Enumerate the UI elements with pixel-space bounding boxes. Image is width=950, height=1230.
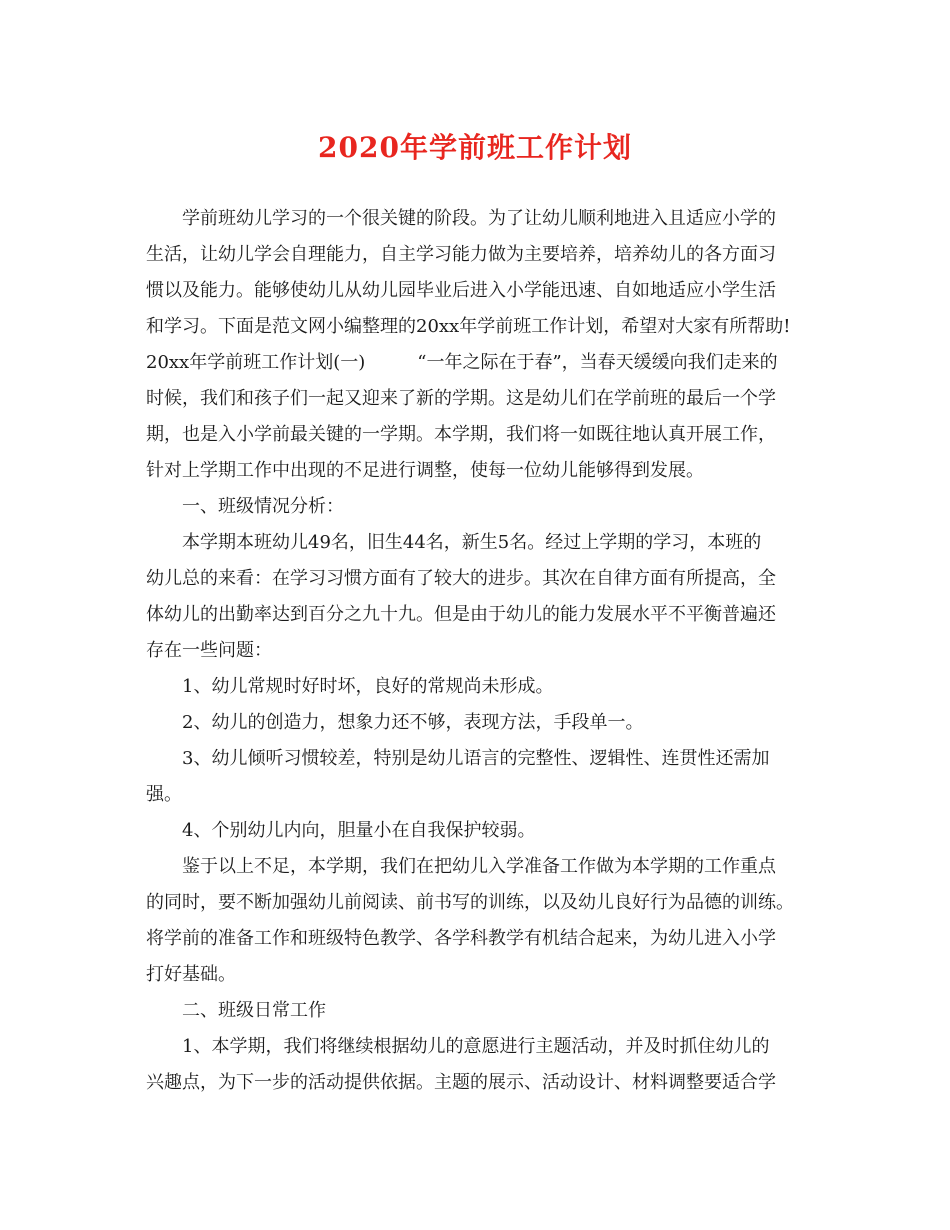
- list-item: 3、幼儿倾听习惯较差，特别是幼儿语言的完整性、逻辑性、连贯性还需加: [182, 748, 770, 769]
- body-line: 本学期本班幼儿49名，旧生44名，新生5名。经过上学期的学习，本班的: [182, 532, 762, 553]
- section-heading: 二、班级日常工作: [182, 1000, 326, 1021]
- subheading-text: 20xx年学前班工作计划(一): [146, 352, 366, 373]
- section-heading: 一、班级情况分析：: [182, 496, 344, 517]
- list-item: 2、幼儿的创造力，想象力还不够，表现方法，手段单一。: [182, 712, 644, 733]
- body-line: 体幼儿的出勤率达到百分之九十九。但是由于幼儿的能力发展水平不平衡普遍还: [146, 604, 776, 625]
- body-line: 将学前的准备工作和班级特色教学、各学科教学有机结合起来，为幼儿进入小学: [146, 928, 776, 949]
- body-line-with-subheading: [146, 346, 778, 380]
- list-item: 1、本学期，我们将继续根据幼儿的意愿进行主题活动，并及时抓住幼儿的: [182, 1036, 770, 1057]
- document-title: 2020年学前班工作计划: [318, 131, 632, 164]
- list-item: 4、个别幼儿内向，胆量小在自我保护较弱。: [182, 820, 536, 841]
- body-line: 兴趣点，为下一步的活动提供依据。主题的展示、活动设计、材料调整要适合学: [146, 1072, 776, 1093]
- body-line: 鉴于以上不足，本学期，我们在把幼儿入学准备工作做为本学期的工作重点: [182, 856, 776, 877]
- body-line: 的同时，要不断加强幼儿前阅读、前书写的训练，以及幼儿良好行为品德的训练。: [146, 892, 794, 913]
- body-line: 针对上学期工作中出现的不足进行调整，使每一位幼儿能够得到发展。: [146, 460, 704, 481]
- body-line: 期，也是入小学前最关键的一学期。本学期，我们将一如既往地认真开展工作，: [146, 424, 776, 445]
- body-line: 存在一些问题：: [146, 640, 272, 661]
- body-line: 惯以及能力。能够使幼儿从幼儿园毕业后进入小学能迅速、自如地适应小学生活: [146, 280, 776, 301]
- body-line: 打好基础。: [146, 964, 236, 985]
- body-line: 学前班幼儿学习的一个很关键的阶段。为了让幼儿顺利地进入且适应小学的: [182, 208, 776, 229]
- body-text: “一年之际在于春”，当春天缓缓向我们走来的: [417, 352, 778, 373]
- body-line: 生活，让幼儿学会自理能力，自主学习能力做为主要培养，培养幼儿的各方面习: [146, 244, 776, 265]
- body-line: 强。: [146, 784, 182, 805]
- body-line: 和学习。下面是范文网小编整理的20xx年学前班工作计划，希望对大家有所帮助!: [146, 316, 791, 337]
- body-line: 幼儿总的来看：在学习习惯方面有了较大的进步。其次在自律方面有所提高，全: [146, 568, 776, 589]
- body-line: 时候，我们和孩子们一起又迎来了新的学期。这是幼儿们在学前班的最后一个学: [146, 388, 776, 409]
- list-item: 1、幼儿常规时好时坏，良好的常规尚未形成。: [182, 676, 554, 697]
